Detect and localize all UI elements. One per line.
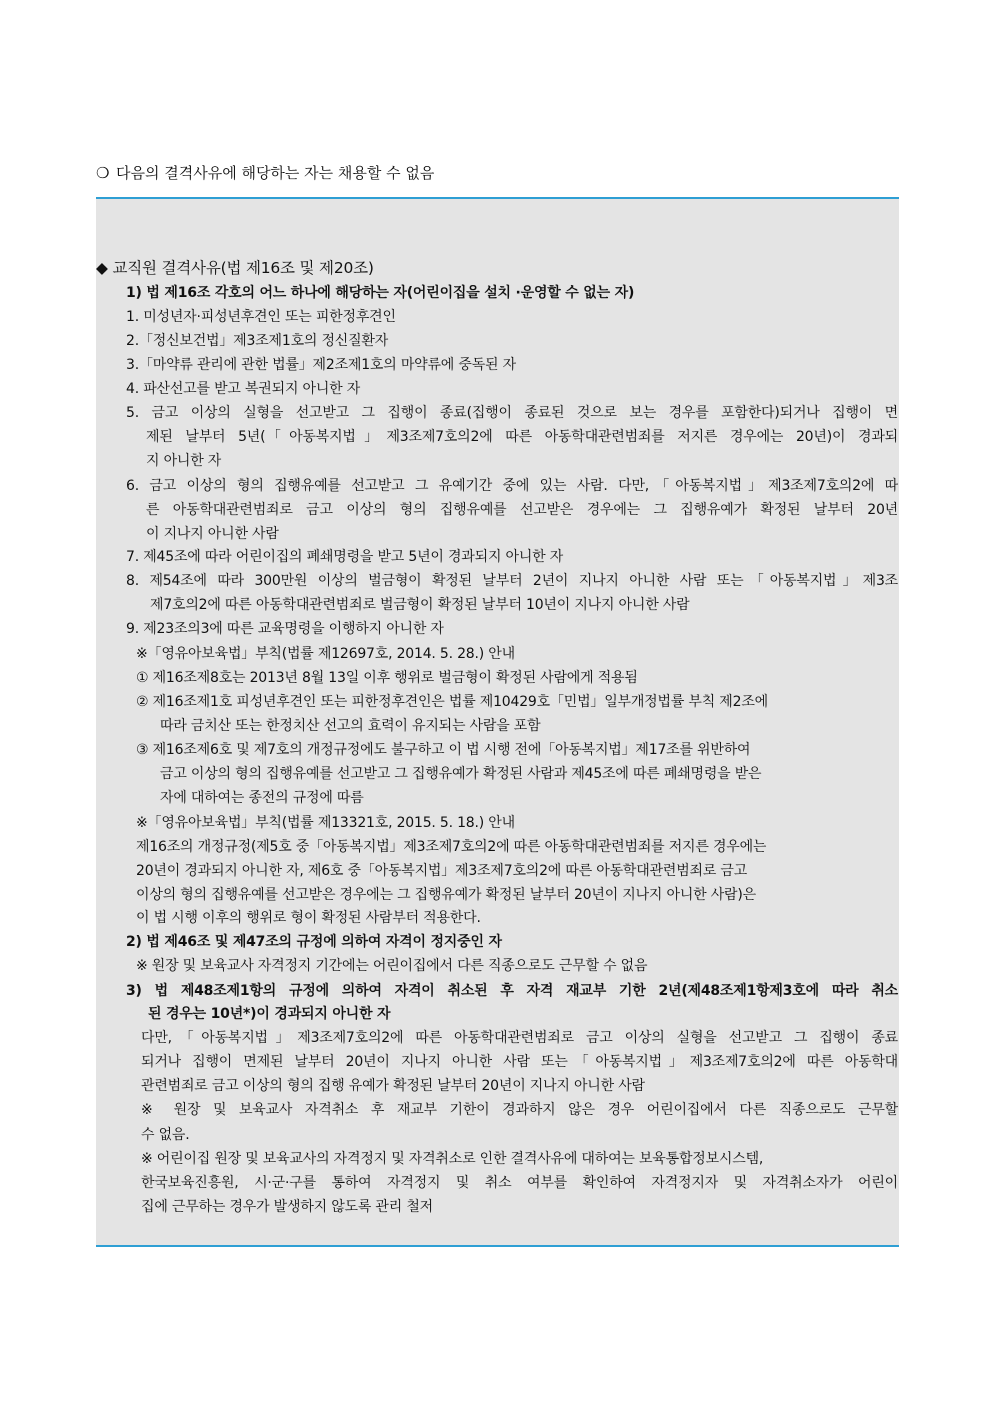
note-item: ② 제16조제1호 피성년후견인 또는 피한정후견인은 법률 제10429호「민법」일부개정법률 부칙 제2조에	[136, 694, 768, 710]
note-item: ① 제16조제8호는 2013년 8월 13일 이후 행위로 벌금형이 확정된 사람에게 적용됨	[136, 670, 638, 686]
note-heading: ※「영유아보육법」부칙(법률 제12697호, 2014. 5. 28.) 안내	[136, 646, 515, 662]
note-item-continued: 따라 금치산 또는 한정치산 선고의 효력이 유지되는 사람을 포함	[160, 718, 541, 734]
note-text: ※ 원장 및 보육교사 자격취소 후 재교부 기한이 경과하지 않은 경우 어린이집에서 다른 직종으로도 근무할	[141, 1102, 898, 1118]
list-item-continued: 이 지나지 아니한 사람	[146, 526, 279, 542]
note-text: ※ 어린이집 원장 및 보육교사의 자격정지 및 자격취소로 인한 결격사유에 대하여는 보육통합정보시스템,	[141, 1151, 764, 1167]
note-text: 한국보육진흥원, 시·군·구를 통하여 자격정지 및 취소 여부를 확인하여 자격정지자 및 자격취소자가 어린이	[141, 1175, 898, 1191]
circle-bullet-icon: ❍	[96, 164, 110, 182]
note-text: 집에 근무하는 경우가 발생하지 않도록 관리 철저	[141, 1199, 433, 1215]
list-item-continued: 지 아니한 자	[146, 453, 222, 469]
list-item: 8. 제54조에 따라 300만원 이상의 벌금형이 확정된 날부터 2년이 지나지 아니한 사람 또는「아동복지법」제3조	[126, 573, 898, 589]
list-item: 2.「정신보건법」제3조제1호의 정신질환자	[126, 333, 389, 349]
list-item: 7. 제45조에 따라 어린이집의 폐쇄명령을 받고 5년이 경과되지 아니한 자	[126, 549, 564, 565]
list-item: 5. 금고 이상의 실형을 선고받고 그 집행이 종료(집행이 종료된 것으로 보는 경우를 포함한다)되거나 집행이 면	[126, 405, 898, 421]
list-item: 6. 금고 이상의 형의 집행유예를 선고받고 그 유예기간 중에 있는 사람. 다만,「아동복지법」제3조제7호의2에 따	[126, 478, 898, 494]
page-heading	[96, 161, 896, 185]
section-title	[96, 256, 374, 280]
body-text: 되거나 집행이 면제된 날부터 20년이 지나지 아니한 사람 또는「아동복지법」제3조제7호의2에 따른 아동학대	[141, 1054, 898, 1070]
note-item-continued: 금고 이상의 형의 집행유예를 선고받고 그 집행유예가 확정된 사람과 제45조에 따른 폐쇄명령을 받은	[160, 766, 762, 782]
note-text: 20년이 경과되지 아니한 자, 제6호 중「아동복지법」제3조제7호의2에 따른 아동학대관련범죄로 금고	[136, 863, 748, 879]
item-2-heading: 2) 법 제46조 및 제47조의 규정에 의하여 자격이 정지중인 자	[126, 934, 502, 950]
list-item-continued: 른 아동학대관련범죄로 금고 이상의 형의 집행유예를 선고받은 경우에는 그 집행유예가 확정된 날부터 20년	[146, 502, 898, 518]
list-item: 3.「마약류 관리에 관한 법률」제2조제1호의 마약류에 중독된 자	[126, 357, 516, 373]
diamond-bullet-icon: ◆	[96, 259, 108, 277]
note-heading: ※「영유아보육법」부칙(법률 제13321호, 2015. 5. 18.) 안내	[136, 815, 515, 831]
note-text: 제16조의 개정규정(제5호 중「아동복지법」제3조제7호의2에 따른 아동학대관련범죄를 저지른 경우에는	[136, 839, 767, 855]
note-item-continued: 자에 대하여는 종전의 규정에 따름	[160, 790, 364, 806]
body-text: 관련범죄로 금고 이상의 형의 집행 유예가 확정된 날부터 20년이 지나지 아니한 사람	[141, 1078, 645, 1094]
list-item: 9. 제23조의3에 따른 교육명령을 이행하지 아니한 자	[126, 621, 444, 637]
list-item: 4. 파산선고를 받고 복권되지 아니한 자	[126, 381, 361, 397]
note-text: 수 없음.	[141, 1127, 190, 1143]
body-text: 다만,「아동복지법」제3조제7호의2에 따른 아동학대관련범죄로 금고 이상의 실형을 선고받고 그 집행이 종료	[141, 1030, 898, 1046]
section-title-text: 교직원 결격사유(법 제16조 및 제20조)	[112, 259, 374, 277]
note-text: 이 법 시행 이후의 행위로 형이 확정된 사람부터 적용한다.	[136, 910, 481, 926]
page-heading-text: 다음의 결격사유에 해당하는 자는 채용할 수 없음	[116, 164, 435, 182]
item-3-heading-continued: 된 경우는 10년*)이 경과되지 아니한 자	[148, 1006, 391, 1022]
list-item: 1. 미성년자·피성년후견인 또는 피한정후견인	[126, 309, 396, 325]
note-text: ※ 원장 및 보육교사 자격정지 기간에는 어린이집에서 다른 직종으로도 근무할 수 없음	[136, 958, 648, 974]
note-item: ③ 제16조제6호 및 제7호의 개정규정에도 불구하고 이 법 시행 전에「아동복지법」제17조를 위반하여	[136, 742, 751, 758]
list-item-continued: 제7호의2에 따른 아동학대관련범죄로 벌금형이 확정된 날부터 10년이 지나지 아니한 사람	[150, 597, 690, 613]
note-text: 이상의 형의 집행유예를 선고받은 경우에는 그 집행유예가 확정된 날부터 20년이 지나지 아니한 사람)은	[136, 887, 756, 903]
item-3-heading: 3) 법 제48조제1항의 규정에 의하여 자격이 취소된 후 자격 재교부 기한 2년(제48조제1항제3호에 따라 취소	[126, 983, 898, 999]
list-item-continued: 제된 날부터 5년(「아동복지법」제3조제7호의2에 따른 아동학대관련범죄를 저지른 경우에는 20년)이 경과되	[146, 429, 898, 445]
item-1-heading: 1) 법 제16조 각호의 어느 하나에 해당하는 자(어린이집을 설치 ·운영할 수 없는 자)	[126, 285, 635, 301]
